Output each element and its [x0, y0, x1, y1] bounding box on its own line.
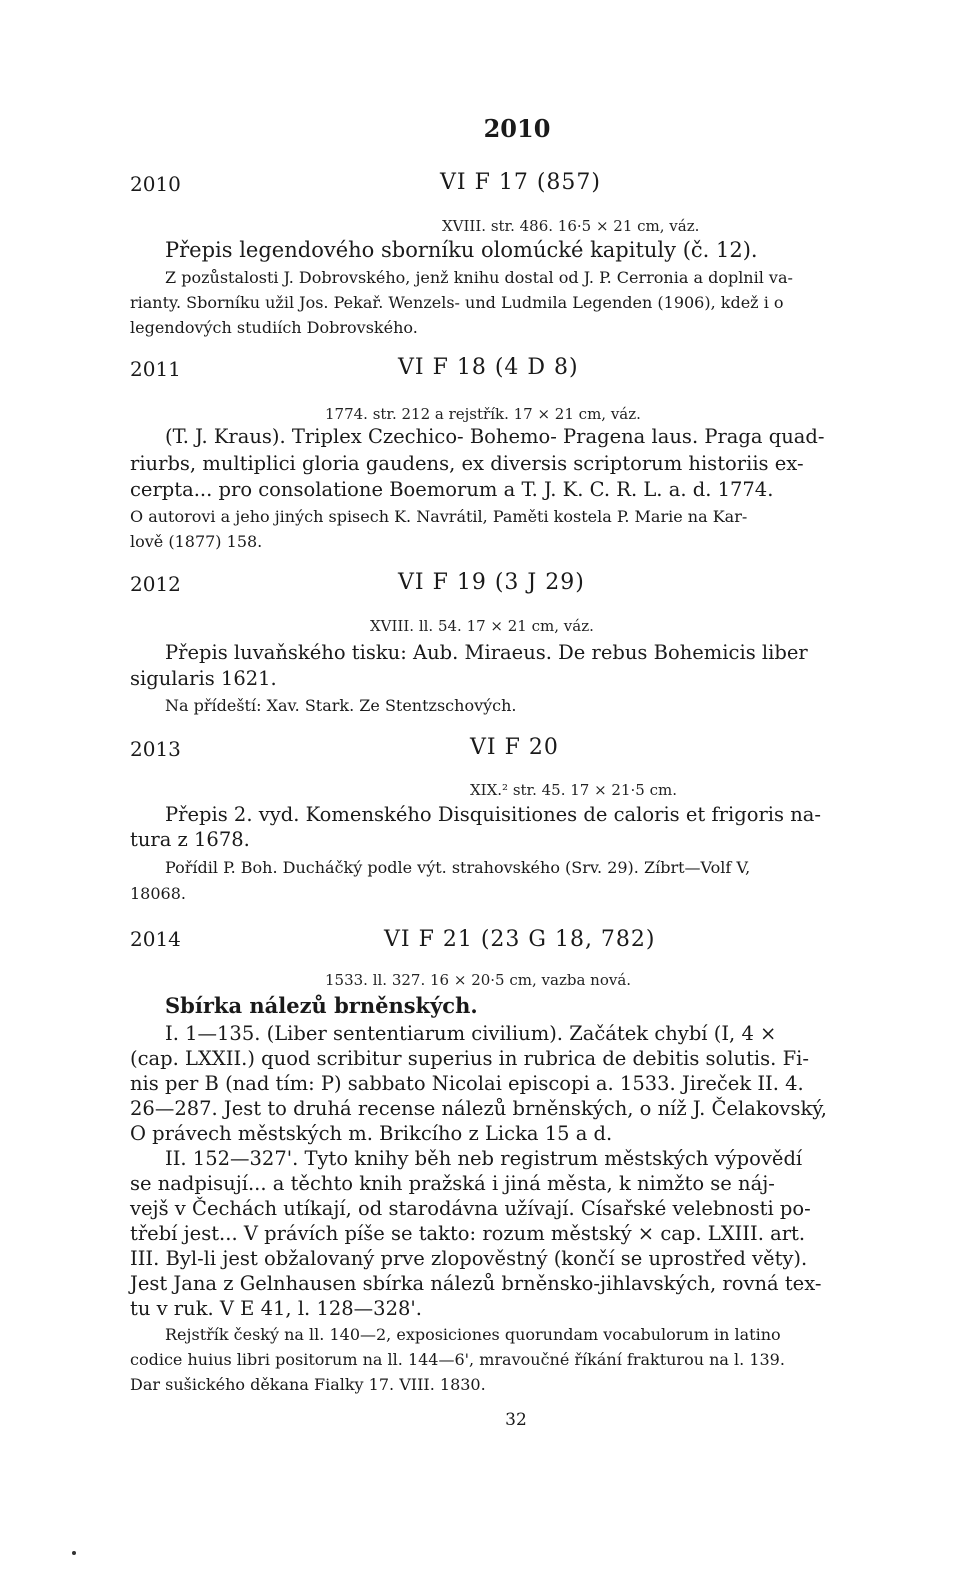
entry-body-line: 26—287. Jest to druhá recense nálezů brněnských, o níž J. Čelakovský, — [130, 1097, 827, 1120]
entry-body-line: O právech městských m. Brikcího z Licka 15 a d. — [130, 1122, 613, 1145]
entry-note-line: Na přídeští: Xav. Stark. Ze Stentzschových. — [165, 696, 517, 715]
entry-title: Sbírka nálezů brněnských. — [165, 993, 478, 1018]
entry-body-line: (cap. LXXII.) quod scribitur superius in rubrica de debitis solutis. Fi- — [130, 1047, 809, 1070]
entry-title-line: Přepis luvaňského tisku: Aub. Miraeus. De rebus Bohemicis liber — [165, 641, 808, 664]
entry-body-line: Jest Jana z Gelnhausen sbírka nálezů brněnsko-jihlavských, rovná tex- — [130, 1272, 822, 1295]
shelfmark: VI F 18 (4 D 8) — [398, 355, 579, 380]
entry-title: Přepis legendového sborníku olomúcké kapituly (č. 12). — [165, 238, 758, 262]
entry-note-line: O autorovi a jeho jiných spisech K. Navrátil, Paměti kostela P. Marie na Kar- — [130, 507, 748, 526]
entry-title-line: sigularis 1621. — [130, 667, 277, 690]
running-head: 2010 — [483, 114, 551, 143]
entry-meta: 1533. ll. 327. 16 × 20·5 cm, vazba nová. — [325, 971, 632, 989]
print-speck — [72, 1551, 76, 1555]
entry-number: 2011 — [130, 357, 181, 381]
entry-number: 2013 — [130, 737, 181, 761]
entry-meta: XIX.² str. 45. 17 × 21·5 cm. — [470, 781, 677, 799]
entry-note-line: 18068. — [130, 884, 186, 903]
entry-note-line: legendových studiích Dobrovského. — [130, 318, 418, 337]
entry-body-line: tu v ruk. V E 41, l. 128—328'. — [130, 1297, 422, 1320]
entry-number: 2010 — [130, 172, 181, 196]
shelfmark: VI F 17 (857) — [440, 170, 601, 195]
entry-body-line: II. 152—327'. Tyto knihy běh neb registrum městských výpovědí — [165, 1147, 803, 1170]
entry-note-line: lově (1877) 158. — [130, 532, 263, 551]
entry-title-line: tura z 1678. — [130, 828, 250, 851]
entry-title-line: riurbs, multiplici gloria gaudens, ex diversis scriptorum historiis ex- — [130, 452, 804, 475]
entry-note-line: Rejstřík český na ll. 140—2, exposiciones quorundam vocabulorum in latino — [165, 1325, 781, 1344]
entry-meta: XVIII. str. 486. 16·5 × 21 cm, váz. — [442, 217, 700, 235]
entry-number: 2012 — [130, 572, 181, 596]
entry-number: 2014 — [130, 927, 181, 951]
entry-body-line: nis per B (nad tím: P) sabbato Nicolai episcopi a. 1533. Jireček II. 4. — [130, 1072, 804, 1095]
entry-note-line: Dar sušického děkana Fialky 17. VIII. 1830. — [130, 1375, 486, 1394]
entry-body-line: třebí jest... V právích píše se takto: rozum městský × cap. LXIII. art. — [130, 1222, 806, 1245]
entry-note-line: Z pozůstalosti J. Dobrovského, jenž knihu dostal od J. P. Cerronia a doplnil va- — [165, 268, 793, 287]
entry-meta: 1774. str. 212 a rejstřík. 17 × 21 cm, váz. — [325, 405, 641, 423]
entry-note-line: Pořídil P. Boh. Ducháčký podle výt. strahovského (Srv. 29). Zíbrt—Volf V, — [165, 858, 751, 877]
shelfmark: VI F 19 (3 J 29) — [398, 570, 585, 595]
entry-body-line: III. Byl-li jest obžalovaný prve zlopověstný (končí se uprostřed věty). — [130, 1247, 808, 1270]
entry-title-line: Přepis 2. vyd. Komenského Disquisitiones de caloris et frigoris na- — [165, 803, 821, 826]
entry-note-line: codice huius libri positorum na ll. 144—6', mravoučné říkání frakturou na l. 139. — [130, 1350, 785, 1369]
entry-note-line: rianty. Sborníku užil Jos. Pekař. Wenzels- und Ludmila Legenden (1906), kdež i o — [130, 293, 784, 312]
entry-body-line: vejš v Čechách utíkají, od starodávna užívají. Císařské velebnosti po- — [130, 1197, 811, 1220]
entry-title-line: cerpta... pro consolatione Boemorum a T. J. K. C. R. L. a. d. 1774. — [130, 478, 774, 501]
page-number: 32 — [505, 1410, 527, 1430]
entry-body-line: se nadpisují... a těchto knih pražská i jiná města, k nimžto se náj- — [130, 1172, 775, 1195]
entry-title-line: (T. J. Kraus). Triplex Czechico- Bohemo- Pragena laus. Praga quad- — [165, 425, 825, 448]
shelfmark: VI F 21 (23 G 18, 782) — [384, 927, 656, 952]
entry-meta: XVIII. ll. 54. 17 × 21 cm, váz. — [370, 617, 594, 635]
shelfmark: VI F 20 — [470, 735, 559, 760]
entry-body-line: I. 1—135. (Liber sententiarum civilium). Začátek chybí (I, 4 × — [165, 1022, 777, 1045]
